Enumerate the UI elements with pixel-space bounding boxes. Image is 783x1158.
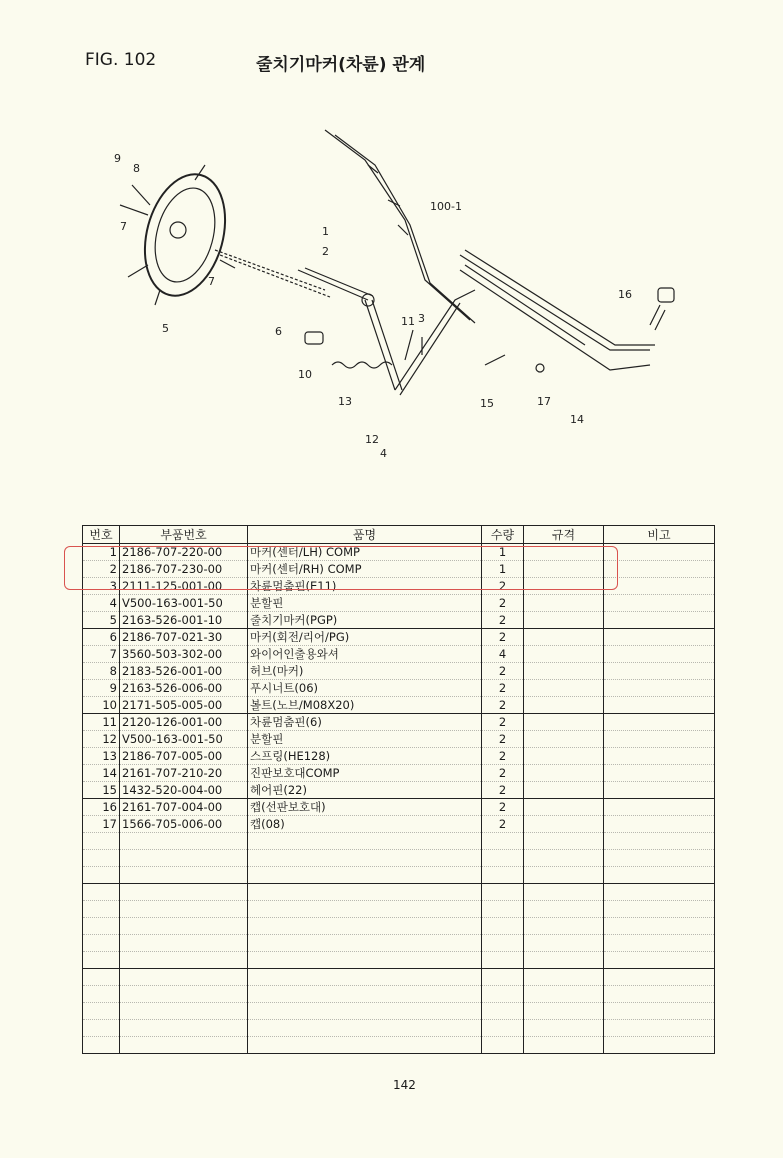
cell-part-number: 2161-707-210-20 <box>120 765 248 782</box>
cell-no: 9 <box>83 680 120 697</box>
cell-qty: 2 <box>482 714 524 731</box>
cell-spec <box>524 663 604 680</box>
callout: 3 <box>418 312 425 325</box>
table-row <box>83 544 715 561</box>
table-row <box>83 884 715 901</box>
cell-part-number <box>120 901 248 918</box>
cell-spec <box>524 833 604 850</box>
cell-qty: 2 <box>482 816 524 833</box>
cell-remarks <box>604 748 715 765</box>
cell-spec <box>524 1037 604 1054</box>
table-row <box>83 629 715 646</box>
cell-qty <box>482 901 524 918</box>
cell-no <box>83 935 120 952</box>
table-row <box>83 561 715 578</box>
table-row <box>83 901 715 918</box>
cell-qty: 2 <box>482 782 524 799</box>
cell-remarks <box>604 612 715 629</box>
cell-name <box>248 1003 482 1020</box>
callout: 5 <box>162 322 169 335</box>
table-row <box>83 850 715 867</box>
cell-qty <box>482 850 524 867</box>
cell-remarks <box>604 952 715 969</box>
cell-part-number: 2186-707-220-00 <box>120 544 248 561</box>
cell-part-number: 2161-707-004-00 <box>120 799 248 816</box>
cell-no <box>83 986 120 1003</box>
cell-spec <box>524 765 604 782</box>
cell-remarks <box>604 731 715 748</box>
cell-part-number <box>120 884 248 901</box>
cell-name <box>248 986 482 1003</box>
cell-name: 스프링(HE128) <box>248 748 482 765</box>
cell-qty: 2 <box>482 680 524 697</box>
table-row <box>83 918 715 935</box>
cell-remarks <box>604 595 715 612</box>
cell-name: 볼트(노브/M08X20) <box>248 697 482 714</box>
table-row <box>83 1037 715 1054</box>
cell-qty: 4 <box>482 646 524 663</box>
cell-no <box>83 969 120 986</box>
parts-table <box>82 525 715 1054</box>
cell-part-number <box>120 969 248 986</box>
cell-remarks <box>604 714 715 731</box>
table-row <box>83 663 715 680</box>
cell-name: 와이어인출용와셔 <box>248 646 482 663</box>
cell-spec <box>524 612 604 629</box>
cell-no <box>83 952 120 969</box>
callout: 15 <box>480 397 494 410</box>
cell-name: 푸시너트(06) <box>248 680 482 697</box>
cell-qty <box>482 969 524 986</box>
cell-spec <box>524 578 604 595</box>
cell-remarks <box>604 544 715 561</box>
table-row <box>83 595 715 612</box>
cell-remarks <box>604 561 715 578</box>
cell-part-number: V500-163-001-50 <box>120 595 248 612</box>
cell-name <box>248 867 482 884</box>
table-row <box>83 799 715 816</box>
callout: 9 <box>114 152 121 165</box>
header-no: 번호 <box>83 526 120 544</box>
cell-remarks <box>604 986 715 1003</box>
cell-qty: 2 <box>482 799 524 816</box>
cell-name <box>248 952 482 969</box>
cell-remarks <box>604 697 715 714</box>
cell-qty <box>482 1020 524 1037</box>
cell-part-number: 2111-125-001-00 <box>120 578 248 595</box>
cell-spec <box>524 952 604 969</box>
cell-no <box>83 833 120 850</box>
header-part-number: 부품번호 <box>120 526 248 544</box>
cell-name <box>248 935 482 952</box>
callout: 7 <box>120 220 127 233</box>
cell-qty: 1 <box>482 561 524 578</box>
cell-remarks <box>604 918 715 935</box>
callout: 6 <box>275 325 282 338</box>
cell-name: 분할핀 <box>248 731 482 748</box>
cell-qty: 2 <box>482 612 524 629</box>
cell-remarks <box>604 1037 715 1054</box>
cell-name <box>248 850 482 867</box>
cell-part-number <box>120 952 248 969</box>
cell-qty <box>482 918 524 935</box>
cell-no: 3 <box>83 578 120 595</box>
cell-no: 10 <box>83 697 120 714</box>
cell-part-number: 2186-707-021-30 <box>120 629 248 646</box>
cell-no: 15 <box>83 782 120 799</box>
cell-remarks <box>604 1003 715 1020</box>
cell-no: 4 <box>83 595 120 612</box>
cell-name: 마커(센터/RH) COMP <box>248 561 482 578</box>
cell-spec <box>524 969 604 986</box>
cell-name: 허브(마커) <box>248 663 482 680</box>
cell-qty <box>482 1003 524 1020</box>
cell-qty: 2 <box>482 578 524 595</box>
callout: 2 <box>322 245 329 258</box>
cell-remarks <box>604 782 715 799</box>
cell-name <box>248 884 482 901</box>
cell-part-number: 3560-503-302-00 <box>120 646 248 663</box>
cell-qty: 2 <box>482 663 524 680</box>
cell-no: 2 <box>83 561 120 578</box>
cell-no <box>83 1020 120 1037</box>
cell-part-number: 1432-520-004-00 <box>120 782 248 799</box>
cell-spec <box>524 1020 604 1037</box>
cell-remarks <box>604 816 715 833</box>
cell-qty: 2 <box>482 629 524 646</box>
header-spec: 규격 <box>524 526 604 544</box>
cell-part-number: 2120-126-001-00 <box>120 714 248 731</box>
cell-no: 6 <box>83 629 120 646</box>
cell-remarks <box>604 901 715 918</box>
callout: 8 <box>133 162 140 175</box>
cell-remarks <box>604 680 715 697</box>
cell-remarks <box>604 646 715 663</box>
cell-qty <box>482 1037 524 1054</box>
table-row <box>83 935 715 952</box>
cell-name: 헤어핀(22) <box>248 782 482 799</box>
cell-name: 차륜멈춤핀(E11) <box>248 578 482 595</box>
cell-name <box>248 833 482 850</box>
callout: 17 <box>537 395 551 408</box>
cell-spec <box>524 714 604 731</box>
cell-no: 5 <box>83 612 120 629</box>
header-name: 품명 <box>248 526 482 544</box>
callout: 4 <box>380 447 387 460</box>
table-row <box>83 578 715 595</box>
cell-no: 17 <box>83 816 120 833</box>
cell-spec <box>524 867 604 884</box>
table-row <box>83 1020 715 1037</box>
callout: 11 <box>401 315 415 328</box>
cell-remarks <box>604 884 715 901</box>
table-row <box>83 1003 715 1020</box>
cell-qty: 2 <box>482 697 524 714</box>
cell-no: 11 <box>83 714 120 731</box>
cell-remarks <box>604 1020 715 1037</box>
cell-spec <box>524 901 604 918</box>
table-row <box>83 986 715 1003</box>
cell-remarks <box>604 867 715 884</box>
cell-no: 1 <box>83 544 120 561</box>
cell-part-number <box>120 1037 248 1054</box>
cell-name: 마커(회전/리어/PG) <box>248 629 482 646</box>
cell-name <box>248 969 482 986</box>
cell-part-number <box>120 986 248 1003</box>
cell-part-number <box>120 850 248 867</box>
cell-no: 13 <box>83 748 120 765</box>
cell-spec <box>524 748 604 765</box>
cell-spec <box>524 935 604 952</box>
cell-name: 마커(센터/LH) COMP <box>248 544 482 561</box>
table-row <box>83 612 715 629</box>
cell-remarks <box>604 629 715 646</box>
cell-name <box>248 901 482 918</box>
table-row <box>83 765 715 782</box>
cell-remarks <box>604 935 715 952</box>
cell-spec <box>524 782 604 799</box>
cell-part-number: 2163-526-001-10 <box>120 612 248 629</box>
cell-remarks <box>604 969 715 986</box>
cell-qty: 1 <box>482 544 524 561</box>
cell-part-number: 2186-707-230-00 <box>120 561 248 578</box>
cell-qty <box>482 884 524 901</box>
cell-part-number <box>120 1020 248 1037</box>
cell-name <box>248 1037 482 1054</box>
cell-remarks <box>604 765 715 782</box>
cell-name: 진판보호대COMP <box>248 765 482 782</box>
cell-part-number <box>120 935 248 952</box>
cell-qty: 2 <box>482 731 524 748</box>
cell-part-number <box>120 833 248 850</box>
cell-spec <box>524 799 604 816</box>
page-title: 줄치기마커(차륜) 관계 <box>256 55 426 75</box>
cell-no <box>83 918 120 935</box>
callout: 14 <box>570 413 584 426</box>
cell-spec <box>524 884 604 901</box>
cell-qty: 2 <box>482 595 524 612</box>
table-row <box>83 697 715 714</box>
cell-remarks <box>604 850 715 867</box>
cell-name: 줄치기마커(PGP) <box>248 612 482 629</box>
table-row <box>83 714 715 731</box>
cell-no <box>83 884 120 901</box>
header-qty: 수량 <box>482 526 524 544</box>
cell-spec <box>524 680 604 697</box>
table-row <box>83 782 715 799</box>
cell-no: 8 <box>83 663 120 680</box>
callout: 16 <box>618 288 632 301</box>
callout: 1 <box>322 225 329 238</box>
cell-no: 7 <box>83 646 120 663</box>
table-row <box>83 952 715 969</box>
callout: 12 <box>365 433 379 446</box>
cell-spec <box>524 595 604 612</box>
cell-name: 분할핀 <box>248 595 482 612</box>
cell-name <box>248 1020 482 1037</box>
cell-remarks <box>604 799 715 816</box>
cell-spec <box>524 816 604 833</box>
table-row <box>83 680 715 697</box>
cell-qty <box>482 935 524 952</box>
cell-no: 16 <box>83 799 120 816</box>
cell-qty: 2 <box>482 765 524 782</box>
cell-no: 14 <box>83 765 120 782</box>
cell-spec <box>524 544 604 561</box>
cell-no <box>83 1037 120 1054</box>
cell-spec <box>524 697 604 714</box>
parts-diagram <box>100 110 700 480</box>
cell-name <box>248 918 482 935</box>
table-row <box>83 646 715 663</box>
cell-spec <box>524 918 604 935</box>
cell-remarks <box>604 833 715 850</box>
cell-part-number: 2183-526-001-00 <box>120 663 248 680</box>
table-row <box>83 748 715 765</box>
cell-no <box>83 901 120 918</box>
cell-part-number <box>120 867 248 884</box>
table-row <box>83 816 715 833</box>
cell-spec <box>524 986 604 1003</box>
cell-remarks <box>604 578 715 595</box>
cell-spec <box>524 850 604 867</box>
cell-qty <box>482 986 524 1003</box>
header-remarks: 비고 <box>604 526 715 544</box>
callout: 13 <box>338 395 352 408</box>
callout: 10 <box>298 368 312 381</box>
table-row <box>83 731 715 748</box>
cell-spec <box>524 646 604 663</box>
cell-part-number <box>120 1003 248 1020</box>
callout: 7 <box>208 275 215 288</box>
cell-no <box>83 1003 120 1020</box>
cell-part-number: 2163-526-006-00 <box>120 680 248 697</box>
page-number: 142 <box>393 1078 416 1092</box>
cell-spec <box>524 629 604 646</box>
cell-part-number: 2186-707-005-00 <box>120 748 248 765</box>
table-row <box>83 969 715 986</box>
cell-remarks <box>604 663 715 680</box>
cell-no: 12 <box>83 731 120 748</box>
cell-part-number: V500-163-001-50 <box>120 731 248 748</box>
cell-name: 차륜멈춤핀(6) <box>248 714 482 731</box>
cell-part-number: 2171-505-005-00 <box>120 697 248 714</box>
cell-part-number: 1566-705-006-00 <box>120 816 248 833</box>
cell-no <box>83 850 120 867</box>
cell-qty: 2 <box>482 748 524 765</box>
cell-spec <box>524 561 604 578</box>
cell-spec <box>524 1003 604 1020</box>
cell-qty <box>482 833 524 850</box>
cell-name: 캡(08) <box>248 816 482 833</box>
cell-spec <box>524 731 604 748</box>
cell-qty <box>482 952 524 969</box>
cell-part-number <box>120 918 248 935</box>
cell-name: 캡(선판보호대) <box>248 799 482 816</box>
cell-qty <box>482 867 524 884</box>
figure-label: FIG. 102 <box>85 50 157 70</box>
cell-no <box>83 867 120 884</box>
table-row <box>83 833 715 850</box>
table-row <box>83 867 715 884</box>
callout: 100-1 <box>430 200 462 213</box>
